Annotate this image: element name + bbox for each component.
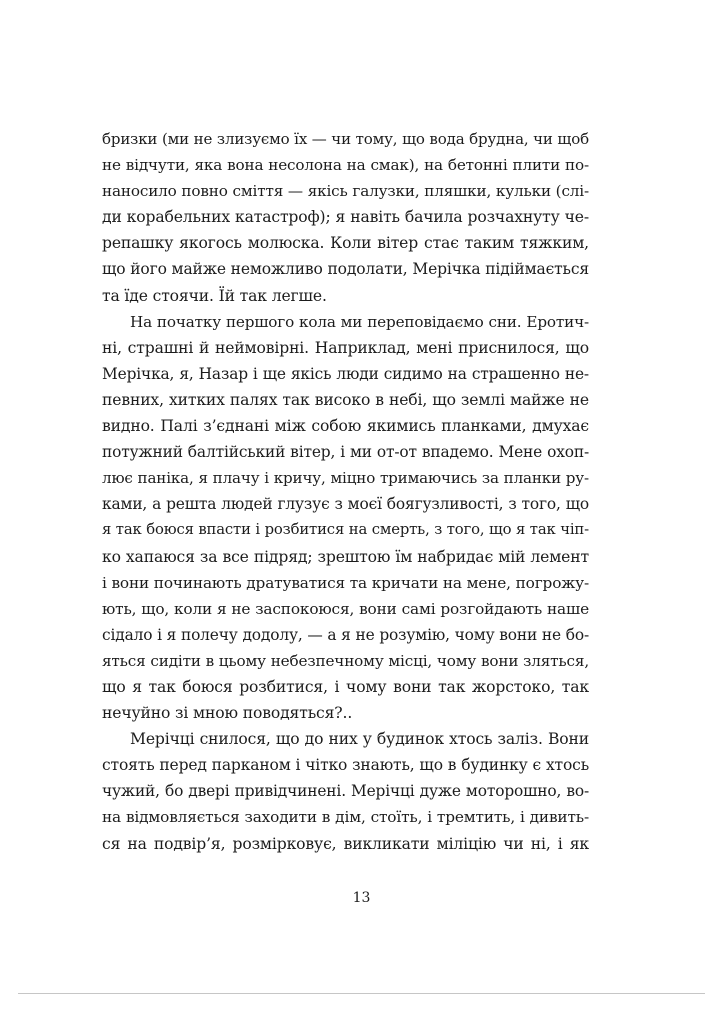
text-line: і вони починають дратуватися та кричати на мене, погрожу-: [102, 573, 590, 592]
text-line: та їде стоячи. Їй так легше.: [102, 286, 327, 305]
text-line: нечуйно зі мною поводяться?..: [102, 704, 353, 723]
text-line: На початку першого кола ми переповідаємо сни. Еротич-: [130, 312, 589, 331]
text-line: певних, хитких палях так високо в небі, що землі майже не: [102, 390, 589, 409]
text-line: лює паніка, я плачу і кричу, міцно тримаючись за планки ру-: [102, 469, 589, 488]
text-line: ко хапаюся за все підряд; зрештою їм набридає мій лемент: [102, 547, 589, 566]
text-line: я так боюся впасти і розбитися на смерть, з того, що я так чіп-: [102, 521, 589, 539]
text-line: ди корабельних катастроф); я навіть бачила розчахнуту че-: [102, 208, 589, 227]
text-line: ні, страшні й неймовірні. Наприклад, мені приснилося, що: [102, 338, 589, 357]
text-line: на відмовляється заходити в дім, стоїть, і тремтить, і дивить-: [102, 808, 589, 827]
text-line: ють, що, коли я не заспокоюся, вони самі розгойдають наше: [102, 599, 589, 618]
body-text: [102, 126, 589, 857]
text-line: бризки (ми не злизуємо їх — чи тому, що вода брудна, чи щоб: [102, 130, 589, 148]
text-line: наносило повно сміття — якісь галузки, пляшки, кульки (слі-: [102, 182, 589, 201]
text-line: що я так боюся розбитися, і чому вони так жорстоко, так: [102, 677, 589, 696]
text-line: видно. Палі з’єднані між собою якимись планками, дмухає: [102, 417, 589, 436]
text-line: ками, а решта людей глузує з моєї боягузливості, з того, що: [102, 495, 589, 514]
text-line: чужий, бо двері привідчинені. Мерічці дуже моторошно, во-: [102, 782, 589, 801]
text-line: сідало і я полечу додолу, — а я не розумію, чому вони не бо-: [102, 625, 589, 644]
text-line: Мерічці снилося, що до них у будинок хтось заліз. Вони: [130, 730, 589, 749]
text-line: що його майже неможливо подолати, Мерічка підіймається: [102, 260, 589, 279]
text-line: не відчути, яка вона несолона на смак), на бетонні плити по-: [102, 156, 589, 175]
bottom-divider: [18, 993, 705, 994]
text-line: потужний балтійський вітер, і ми от-от впадемо. Мене охоп-: [102, 443, 589, 462]
page-number: 13: [352, 890, 371, 906]
text-line: стоять перед парканом і чітко знають, що в будинку є хтось: [102, 756, 589, 775]
text-line: яться сидіти в цьому небезпечному місці, чому вони зляться,: [102, 651, 589, 670]
text-line: репашку якогось молюска. Коли вітер стає таким тяжким,: [102, 234, 589, 253]
text-line: Мерічка, я, Назар і ще якісь люди сидимо на страшенно не-: [102, 364, 589, 383]
text-line: ся на подвір’я, розмірковує, викликати міліцію чи ні, і як: [102, 834, 589, 853]
